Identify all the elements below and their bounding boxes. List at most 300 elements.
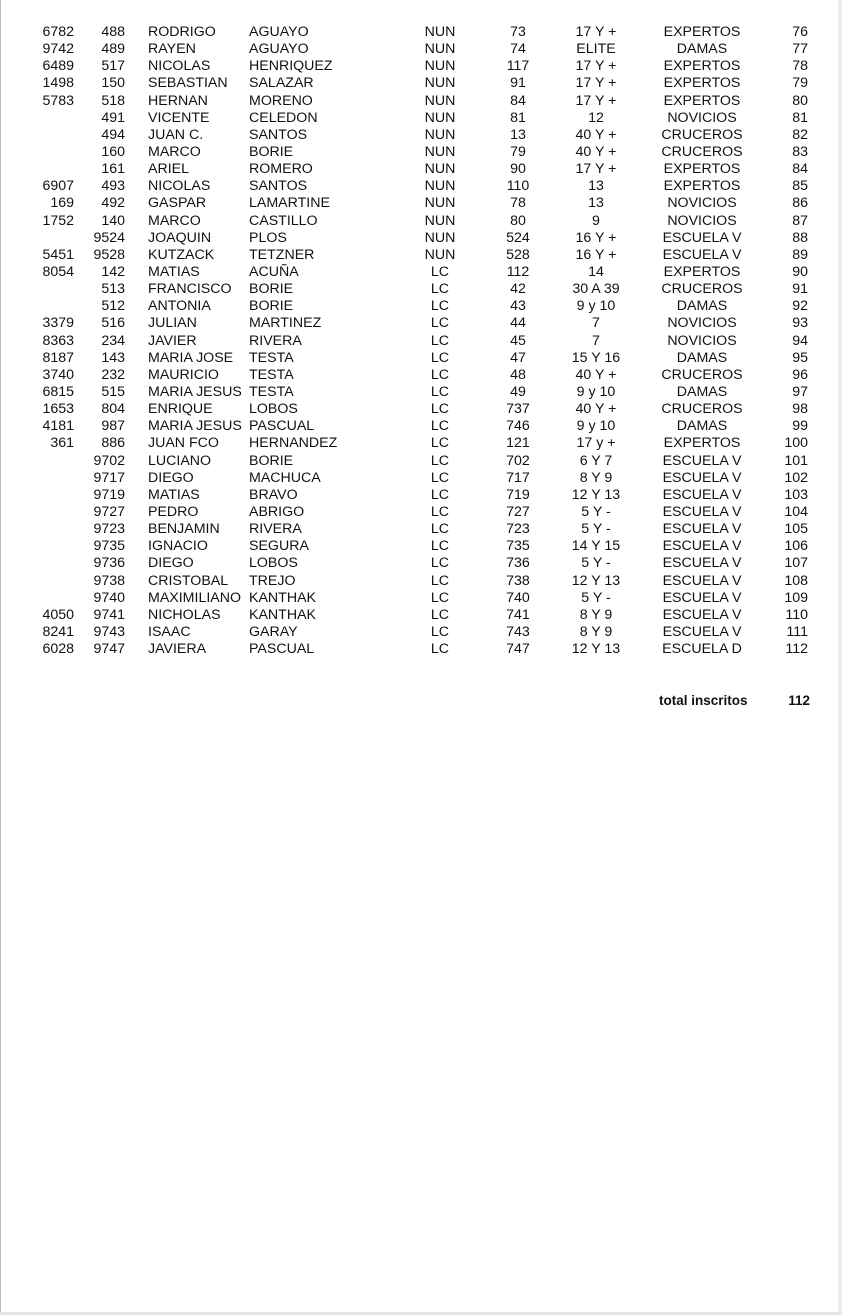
rider-id: 488 — [101, 24, 125, 40]
first-name: SEBASTIAN — [148, 75, 228, 92]
entry-number: 82 — [792, 126, 808, 143]
rider-id: 515 — [101, 383, 125, 400]
category: ESCUELA V — [662, 623, 742, 640]
category: NOVICIOS — [667, 109, 737, 126]
first-name: JUAN C. — [148, 126, 204, 143]
entry-number: 100 — [784, 435, 808, 452]
entry-number: 84 — [792, 161, 808, 178]
rider-id: 9719 — [93, 486, 125, 503]
rider-id: 9702 — [93, 452, 125, 469]
entry-number: 105 — [784, 521, 808, 538]
first-name: NICHOLAS — [148, 606, 221, 623]
entry-number: 76 — [792, 24, 808, 40]
rider-id: 9740 — [93, 589, 125, 606]
table-row — [0, 58, 842, 75]
rider-id: 150 — [101, 75, 125, 92]
age-group: 13 — [588, 195, 604, 212]
rider-id: 517 — [101, 58, 125, 75]
table-row — [0, 195, 842, 212]
entry-number: 77 — [792, 41, 808, 58]
club: LC — [430, 383, 450, 400]
age-group: 5 Y - — [581, 503, 611, 520]
club: NUN — [424, 24, 456, 40]
license-number: 5783 — [42, 92, 74, 109]
last-name: LOBOS — [249, 555, 298, 572]
entry-number: 87 — [792, 212, 808, 229]
table-row — [0, 435, 842, 452]
entry-number: 112 — [785, 641, 808, 658]
roster-table — [0, 24, 842, 658]
club: LC — [430, 469, 450, 486]
plate-number: 746 — [506, 418, 530, 435]
plate-number: 738 — [506, 572, 530, 589]
last-name: AGUAYO — [249, 41, 309, 58]
license-number: 361 — [50, 435, 74, 452]
table-row — [0, 41, 842, 58]
rider-id: 489 — [101, 41, 125, 58]
license-number: 8187 — [42, 349, 74, 366]
club: LC — [430, 606, 450, 623]
plate-number: 74 — [510, 41, 526, 58]
category: ESCUELA V — [662, 246, 742, 263]
last-name: BORIE — [249, 298, 294, 315]
plate-number: 90 — [510, 161, 526, 178]
category: NOVICIOS — [667, 315, 737, 332]
rider-id: 494 — [101, 126, 125, 143]
plate-number: 84 — [510, 92, 526, 109]
club: NUN — [424, 58, 456, 75]
last-name: RIVERA — [249, 332, 302, 349]
table-row — [0, 504, 842, 521]
age-group: 12 Y 13 — [571, 486, 621, 503]
last-name: CASTILLO — [249, 212, 318, 229]
table-row — [0, 213, 842, 230]
plate-number: 80 — [510, 212, 526, 229]
table-row — [0, 161, 842, 178]
entry-number: 89 — [792, 246, 808, 263]
age-group: 30 A 39 — [572, 281, 620, 298]
rider-id: 143 — [101, 349, 125, 366]
plate-number: 736 — [506, 555, 530, 572]
first-name: CRISTOBAL — [148, 572, 229, 589]
last-name: HENRIQUEZ — [249, 58, 333, 75]
rider-id: 9738 — [93, 572, 125, 589]
rider-id: 9735 — [93, 538, 125, 555]
plate-number: 717 — [506, 469, 530, 486]
plate-number: 110 — [506, 178, 530, 195]
club: LC — [430, 623, 450, 640]
table-row — [0, 590, 842, 607]
table-row — [0, 178, 842, 195]
first-name: ANTONIA — [148, 298, 211, 315]
last-name: TESTA — [249, 383, 294, 400]
rider-id: 9743 — [93, 623, 125, 640]
rider-id: 9736 — [93, 555, 125, 572]
entry-number: 85 — [792, 178, 808, 195]
rider-id: 9524 — [93, 229, 125, 246]
category: DAMAS — [676, 383, 728, 400]
plate-number: 117 — [506, 58, 530, 75]
entry-number: 103 — [784, 486, 808, 503]
first-name: JULIAN — [148, 315, 197, 332]
license-number: 169 — [50, 195, 74, 212]
club: NUN — [424, 126, 456, 143]
license-number: 6782 — [42, 24, 74, 40]
plate-number: 45 — [510, 332, 526, 349]
age-group: 14 — [588, 263, 604, 280]
last-name: SANTOS — [249, 178, 308, 195]
entry-number: 109 — [784, 589, 808, 606]
first-name: RODRIGO — [148, 24, 216, 40]
entry-number: 92 — [792, 298, 808, 315]
first-name: NICOLAS — [148, 58, 211, 75]
age-group: 13 — [588, 178, 604, 195]
age-group: 5 Y - — [581, 555, 611, 572]
plate-number: 42 — [510, 281, 526, 298]
entry-number: 107 — [784, 555, 808, 572]
club: NUN — [424, 41, 456, 58]
first-name: MAURICIO — [148, 366, 219, 383]
license-number: 8363 — [42, 332, 74, 349]
club: LC — [430, 555, 450, 572]
entry-number: 106 — [784, 538, 808, 555]
category: ESCUELA V — [662, 606, 742, 623]
entry-number: 79 — [792, 75, 808, 92]
entry-number: 111 — [786, 623, 808, 640]
plate-number: 723 — [506, 521, 530, 538]
table-row — [0, 641, 842, 658]
last-name: BRAVO — [249, 486, 298, 503]
category: NOVICIOS — [667, 195, 737, 212]
table-row — [0, 24, 842, 41]
entry-number: 93 — [792, 315, 808, 332]
first-name: DIEGO — [148, 555, 194, 572]
first-name: PEDRO — [148, 503, 199, 520]
category: DAMAS — [676, 418, 728, 435]
rider-id: 9723 — [93, 521, 125, 538]
rider-id: 513 — [101, 281, 125, 298]
first-name: MARIA JESUS — [148, 418, 242, 435]
table-row — [0, 453, 842, 470]
table-row — [0, 555, 842, 572]
club: LC — [430, 538, 450, 555]
age-group: 40 Y + — [575, 366, 617, 383]
category: ESCUELA V — [662, 469, 742, 486]
rider-id: 512 — [101, 298, 125, 315]
entry-number: 90 — [792, 263, 808, 280]
table-row — [0, 470, 842, 487]
plate-number: 743 — [506, 623, 530, 640]
last-name: SALAZAR — [249, 75, 314, 92]
first-name: IGNACIO — [148, 538, 208, 555]
license-number: 6028 — [42, 641, 74, 658]
club: LC — [430, 521, 450, 538]
age-group: 12 Y 13 — [571, 572, 621, 589]
total-value: 112 — [788, 693, 810, 708]
first-name: BENJAMIN — [148, 521, 220, 538]
license-number: 1752 — [42, 212, 74, 229]
plate-number: 741 — [506, 606, 530, 623]
age-group: 9 y 10 — [576, 383, 616, 400]
category: DAMAS — [676, 298, 728, 315]
first-name: ENRIQUE — [148, 401, 213, 418]
table-row — [0, 607, 842, 624]
last-name: MARTINEZ — [249, 315, 322, 332]
club: LC — [430, 503, 450, 520]
first-name: NICOLAS — [148, 178, 211, 195]
category: ESCUELA D — [662, 641, 742, 658]
age-group: ELITE — [576, 41, 616, 58]
plate-number: 13 — [510, 126, 526, 143]
plate-number: 524 — [506, 229, 530, 246]
club: LC — [430, 486, 450, 503]
club: LC — [430, 332, 450, 349]
age-group: 40 Y + — [575, 401, 617, 418]
age-group: 14 Y 15 — [571, 538, 621, 555]
last-name: PASCUAL — [249, 641, 315, 658]
last-name: TREJO — [249, 572, 296, 589]
last-name: RIVERA — [249, 521, 302, 538]
age-group: 15 Y 16 — [571, 349, 621, 366]
club: LC — [430, 435, 450, 452]
club: LC — [430, 452, 450, 469]
category: EXPERTOS — [663, 263, 741, 280]
last-name: LOBOS — [249, 401, 298, 418]
license-number: 9742 — [42, 41, 74, 58]
club: LC — [430, 263, 450, 280]
table-row — [0, 624, 842, 641]
table-row — [0, 127, 842, 144]
entry-number: 95 — [792, 349, 808, 366]
plate-number: 49 — [510, 383, 526, 400]
first-name: VICENTE — [148, 109, 210, 126]
last-name: GARAY — [249, 623, 298, 640]
first-name: DIEGO — [148, 469, 194, 486]
club: NUN — [424, 178, 456, 195]
rider-id: 9747 — [93, 641, 125, 658]
plate-number: 79 — [510, 143, 526, 160]
club: LC — [430, 366, 450, 383]
category: EXPERTOS — [663, 24, 741, 40]
table-row — [0, 401, 842, 418]
category: ESCUELA V — [662, 503, 742, 520]
rider-id: 492 — [101, 195, 125, 212]
category: ESCUELA V — [662, 589, 742, 606]
table-row — [0, 144, 842, 161]
club: NUN — [424, 75, 456, 92]
club: LC — [430, 641, 450, 658]
license-number: 4050 — [42, 606, 74, 623]
age-group: 9 y 10 — [576, 418, 616, 435]
table-row — [0, 315, 842, 332]
age-group: 17 Y + — [575, 58, 617, 75]
age-group: 17 Y + — [575, 92, 617, 109]
first-name: MARCO — [148, 143, 201, 160]
age-group: 40 Y + — [575, 126, 617, 143]
entry-number: 80 — [792, 92, 808, 109]
last-name: TESTA — [249, 366, 294, 383]
category: ESCUELA V — [662, 538, 742, 555]
age-group: 12 Y 13 — [571, 641, 621, 658]
last-name: AGUAYO — [249, 24, 309, 40]
table-row — [0, 93, 842, 110]
last-name: HERNANDEZ — [249, 435, 338, 452]
rider-id: 518 — [101, 92, 125, 109]
license-number: 6815 — [42, 383, 74, 400]
table-row — [0, 487, 842, 504]
category: ESCUELA V — [662, 572, 742, 589]
category: DAMAS — [676, 41, 728, 58]
last-name: ROMERO — [249, 161, 313, 178]
entry-number: 88 — [792, 229, 808, 246]
first-name: JUAN FCO — [148, 435, 219, 452]
license-number: 3379 — [42, 315, 74, 332]
rider-id: 234 — [101, 332, 125, 349]
category: EXPERTOS — [663, 435, 741, 452]
age-group: 6 Y 7 — [579, 452, 613, 469]
last-name: TETZNER — [249, 246, 315, 263]
last-name: CELEDON — [249, 109, 318, 126]
first-name: JAVIER — [148, 332, 197, 349]
rider-id: 9741 — [93, 606, 125, 623]
license-number: 6907 — [42, 178, 74, 195]
rider-id: 493 — [101, 178, 125, 195]
category: NOVICIOS — [667, 212, 737, 229]
age-group: 9 y 10 — [576, 298, 616, 315]
club: NUN — [424, 195, 456, 212]
table-row — [0, 281, 842, 298]
last-name: BORIE — [249, 281, 294, 298]
license-number: 3740 — [42, 366, 74, 383]
club: NUN — [424, 229, 456, 246]
first-name: HERNAN — [148, 92, 208, 109]
plate-number: 735 — [506, 538, 530, 555]
age-group: 8 Y 9 — [579, 606, 613, 623]
last-name: BORIE — [249, 143, 294, 160]
entry-number: 81 — [792, 109, 808, 126]
rider-id: 886 — [101, 435, 125, 452]
entry-number: 98 — [792, 401, 808, 418]
table-row — [0, 418, 842, 435]
category: ESCUELA V — [662, 452, 742, 469]
plate-number: 91 — [510, 75, 526, 92]
category: DAMAS — [676, 349, 728, 366]
plate-number: 719 — [506, 486, 530, 503]
age-group: 12 — [588, 109, 604, 126]
club: LC — [430, 349, 450, 366]
rider-id: 160 — [101, 143, 125, 160]
rider-id: 516 — [101, 315, 125, 332]
age-group: 16 Y + — [575, 229, 617, 246]
table-row — [0, 298, 842, 315]
total-label: total inscritos — [659, 693, 748, 708]
entry-number: 96 — [792, 366, 808, 383]
license-number: 4181 — [42, 418, 74, 435]
license-number: 5451 — [42, 246, 74, 263]
category: ESCUELA V — [662, 229, 742, 246]
entry-number: 110 — [785, 606, 808, 623]
plate-number: 528 — [506, 246, 530, 263]
rider-id: 140 — [101, 212, 125, 229]
club: LC — [430, 315, 450, 332]
age-group: 40 Y + — [575, 143, 617, 160]
age-group: 7 — [592, 332, 600, 349]
age-group: 17 Y + — [575, 161, 617, 178]
entry-number: 99 — [792, 418, 808, 435]
first-name: MARIA JOSE — [148, 349, 234, 366]
license-number: 8241 — [42, 623, 74, 640]
rider-id: 142 — [101, 263, 125, 280]
age-group: 8 Y 9 — [579, 623, 613, 640]
last-name: KANTHAK — [249, 589, 317, 606]
license-number: 1653 — [42, 401, 74, 418]
age-group: 17 y + — [576, 435, 616, 452]
first-name: MAXIMILIANO — [148, 589, 242, 606]
table-row — [0, 264, 842, 281]
rider-id: 161 — [101, 161, 125, 178]
club: NUN — [424, 92, 456, 109]
category: ESCUELA V — [662, 486, 742, 503]
first-name: MARIA JESUS — [148, 383, 242, 400]
last-name: LAMARTINE — [249, 195, 330, 212]
last-name: BORIE — [249, 452, 294, 469]
club: NUN — [424, 246, 456, 263]
entry-number: 91 — [792, 281, 808, 298]
category: EXPERTOS — [663, 75, 741, 92]
rider-id: 9717 — [93, 469, 125, 486]
entry-number: 86 — [792, 195, 808, 212]
plate-number: 112 — [506, 263, 530, 280]
first-name: RAYEN — [148, 41, 196, 58]
license-number: 1498 — [42, 75, 74, 92]
last-name: ABRIGO — [249, 503, 305, 520]
last-name: ACUÑA — [249, 263, 299, 280]
rider-id: 491 — [101, 109, 125, 126]
table-row — [0, 350, 842, 367]
category: EXPERTOS — [663, 92, 741, 109]
first-name: GASPAR — [148, 195, 207, 212]
club: NUN — [424, 161, 456, 178]
license-number: 8054 — [42, 263, 74, 280]
plate-number: 740 — [506, 589, 530, 606]
category: ESCUELA V — [662, 555, 742, 572]
first-name: LUCIANO — [148, 452, 212, 469]
entry-number: 94 — [792, 332, 808, 349]
first-name: JOAQUIN — [148, 229, 212, 246]
first-name: KUTZACK — [148, 246, 215, 263]
category: ESCUELA V — [662, 521, 742, 538]
category: CRUCEROS — [661, 366, 743, 383]
category: EXPERTOS — [663, 58, 741, 75]
club: LC — [430, 298, 450, 315]
last-name: PASCUAL — [249, 418, 315, 435]
category: CRUCEROS — [661, 126, 743, 143]
first-name: MARCO — [148, 212, 201, 229]
plate-number: 737 — [506, 401, 530, 418]
category: EXPERTOS — [663, 161, 741, 178]
club: LC — [430, 401, 450, 418]
plate-number: 747 — [506, 641, 530, 658]
entry-number: 104 — [784, 503, 808, 520]
table-row — [0, 521, 842, 538]
club: LC — [430, 572, 450, 589]
table-row — [0, 333, 842, 350]
entry-number: 97 — [792, 383, 808, 400]
plate-number: 48 — [510, 366, 526, 383]
age-group: 17 Y + — [575, 24, 617, 40]
club: NUN — [424, 109, 456, 126]
entry-number: 102 — [784, 469, 808, 486]
